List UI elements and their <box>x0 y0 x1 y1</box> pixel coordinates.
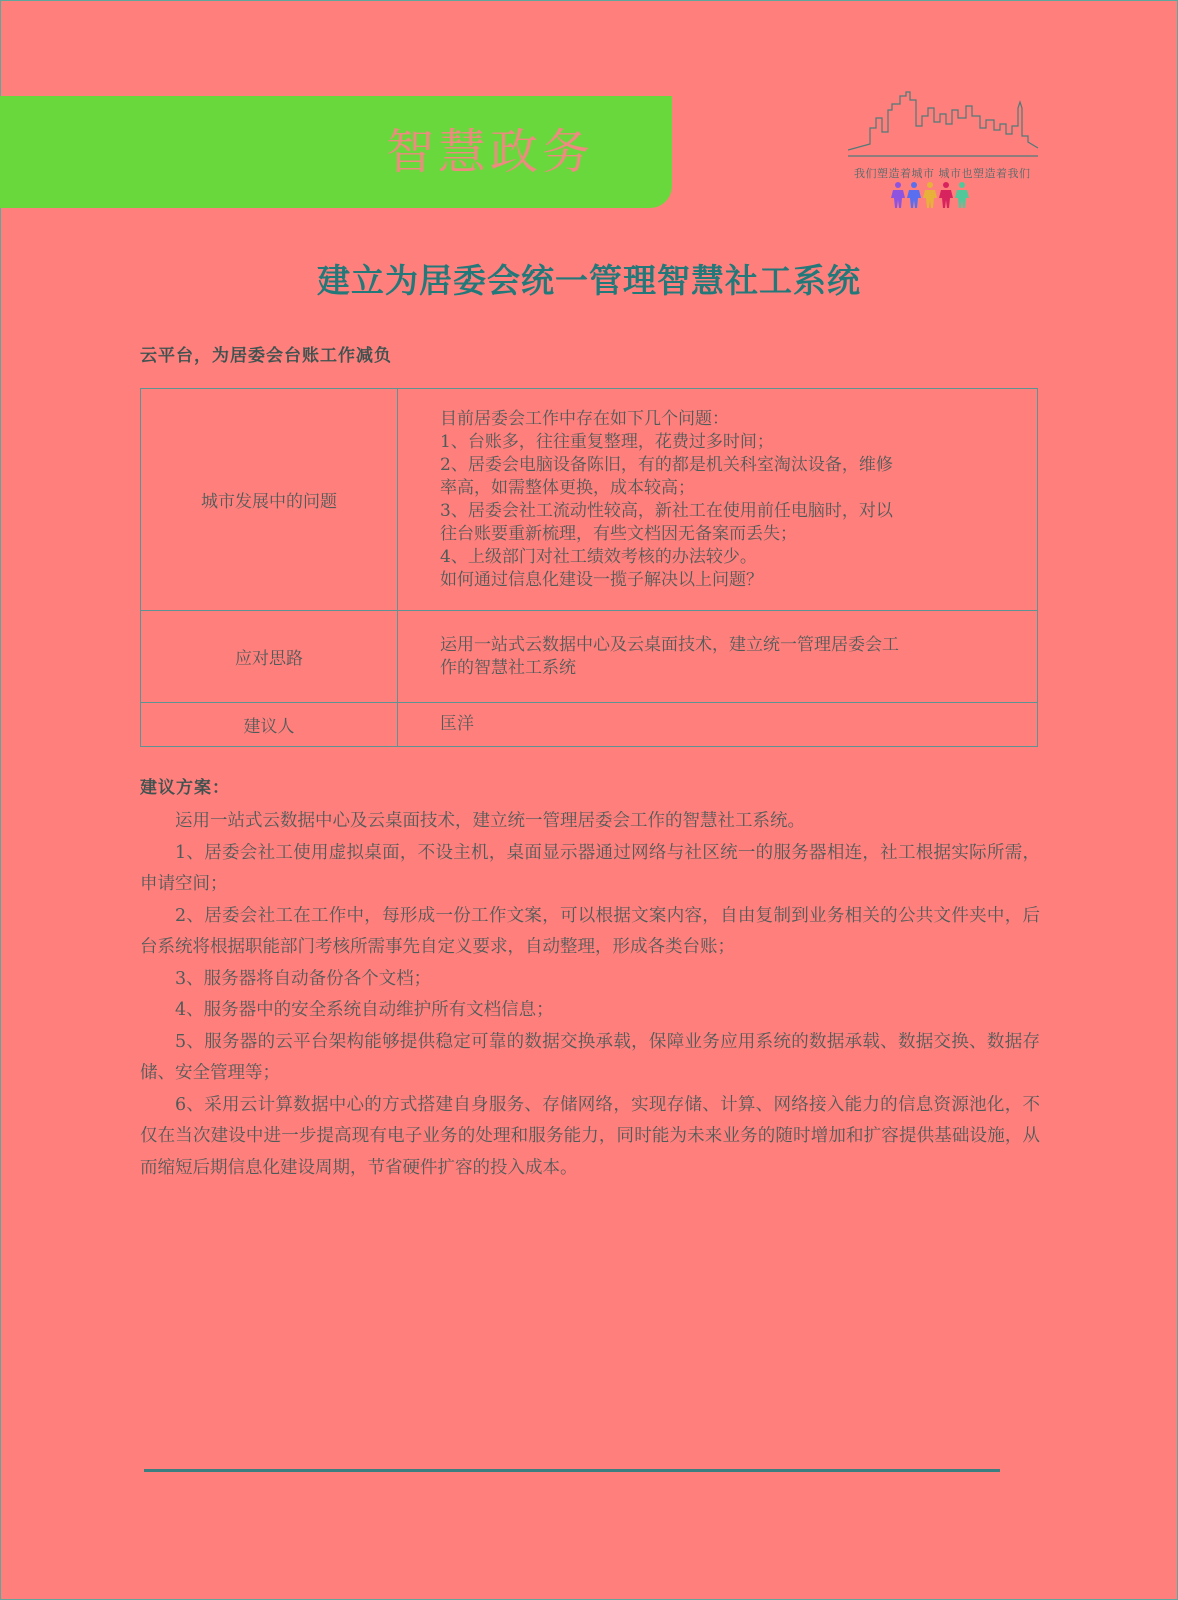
footer-divider <box>144 1469 1000 1472</box>
proposal-paragraph: 2、居委会社工在工作中，每形成一份工作文案，可以根据文案内容，自由复制到业务相关的公共文件夹中，后台系统将根据职能部门考核所需事先自定义要求，自动整理，形成各类台账； <box>140 905 1040 957</box>
city-skyline-icon <box>848 88 1058 212</box>
page-subtitle: 云平台，为居委会台账工作减负 <box>140 346 392 366</box>
proposal-paragraph: 3、服务器将自动备份各个文档； <box>175 968 432 989</box>
content-line: 往台账要重新梳理，有些文档因无备案而丢失； <box>440 523 797 544</box>
proposal-info-table <box>140 388 1038 747</box>
content-line: 率高，如需整体更换，成本较高； <box>440 477 695 498</box>
proposal-paragraph: 5、服务器的云平台架构能够提供稳定可靠的数据交换承载，保障业务应用系统的数据承载、数据交换、数据存储、安全管理等； <box>140 1031 1040 1083</box>
proposal-heading: 建议方案： <box>140 778 230 798</box>
content-line: 运用一站式云数据中心及云桌面技术，建立统一管理居委会工 <box>440 634 899 655</box>
row-label: 建议人 <box>141 703 398 747</box>
logo-slogan: 我们塑造着城市 城市也塑造着我们 <box>854 167 1031 180</box>
row-label: 应对思路 <box>141 611 398 703</box>
row-content <box>398 611 1038 703</box>
proposal-paragraph: 运用一站式云数据中心及云桌面技术，建立统一管理居委会工作的智慧社工系统。 <box>175 811 805 831</box>
table-row <box>141 703 1038 747</box>
table-row <box>141 389 1038 611</box>
row-content <box>398 389 1038 611</box>
content-line: 作的智慧社工系统 <box>440 657 576 678</box>
table-row <box>141 611 1038 703</box>
proposal-body <box>140 806 1040 1184</box>
content-line: 匡洋 <box>440 714 474 734</box>
content-line: 如何通过信息化建设一揽子解决以上问题？ <box>440 569 763 590</box>
people-icon <box>891 182 969 208</box>
content-line: 目前居委会工作中存在如下几个问题： <box>440 408 729 429</box>
content-line: 1、台账多，往往重复整理，花费过多时间； <box>440 431 774 452</box>
section-title: 智慧政务 <box>386 124 595 180</box>
proposal-paragraph: 6、采用云计算数据中心的方式搭建自身服务、存储网络，实现存储、计算、网络接入能力的信息资源池化，不仅在当次建设中进一步提高现有电子业务的处理和服务能力，同时能为未来业务的随时增加和扩容提供基础设施，从而缩短后期信息化建设周期，节省硬件扩容的投入成本。 <box>140 1094 1040 1178</box>
city-skyline-logo <box>848 88 1058 212</box>
content-line: 3、居委会社工流动性较高，新社工在使用前任电脑时，对以 <box>440 500 893 521</box>
content-line: 2、居委会电脑设备陈旧，有的都是机关科室淘汰设备，维修 <box>440 454 893 475</box>
row-content <box>398 703 1038 747</box>
page-title: 建立为居委会统一管理智慧社工系统 <box>317 261 861 300</box>
proposal-paragraph: 4、服务器中的安全系统自动维护所有文档信息； <box>175 1000 554 1020</box>
content-line: 4、上级部门对社工绩效考核的办法较少。 <box>440 546 757 567</box>
proposal-paragraph: 1、居委会社工使用虚拟桌面，不设主机，桌面显示器通过网络与社区统一的服务器相连，社工根据实际所需，申请空间； <box>140 842 1040 894</box>
row-label: 城市发展中的问题 <box>141 389 398 611</box>
